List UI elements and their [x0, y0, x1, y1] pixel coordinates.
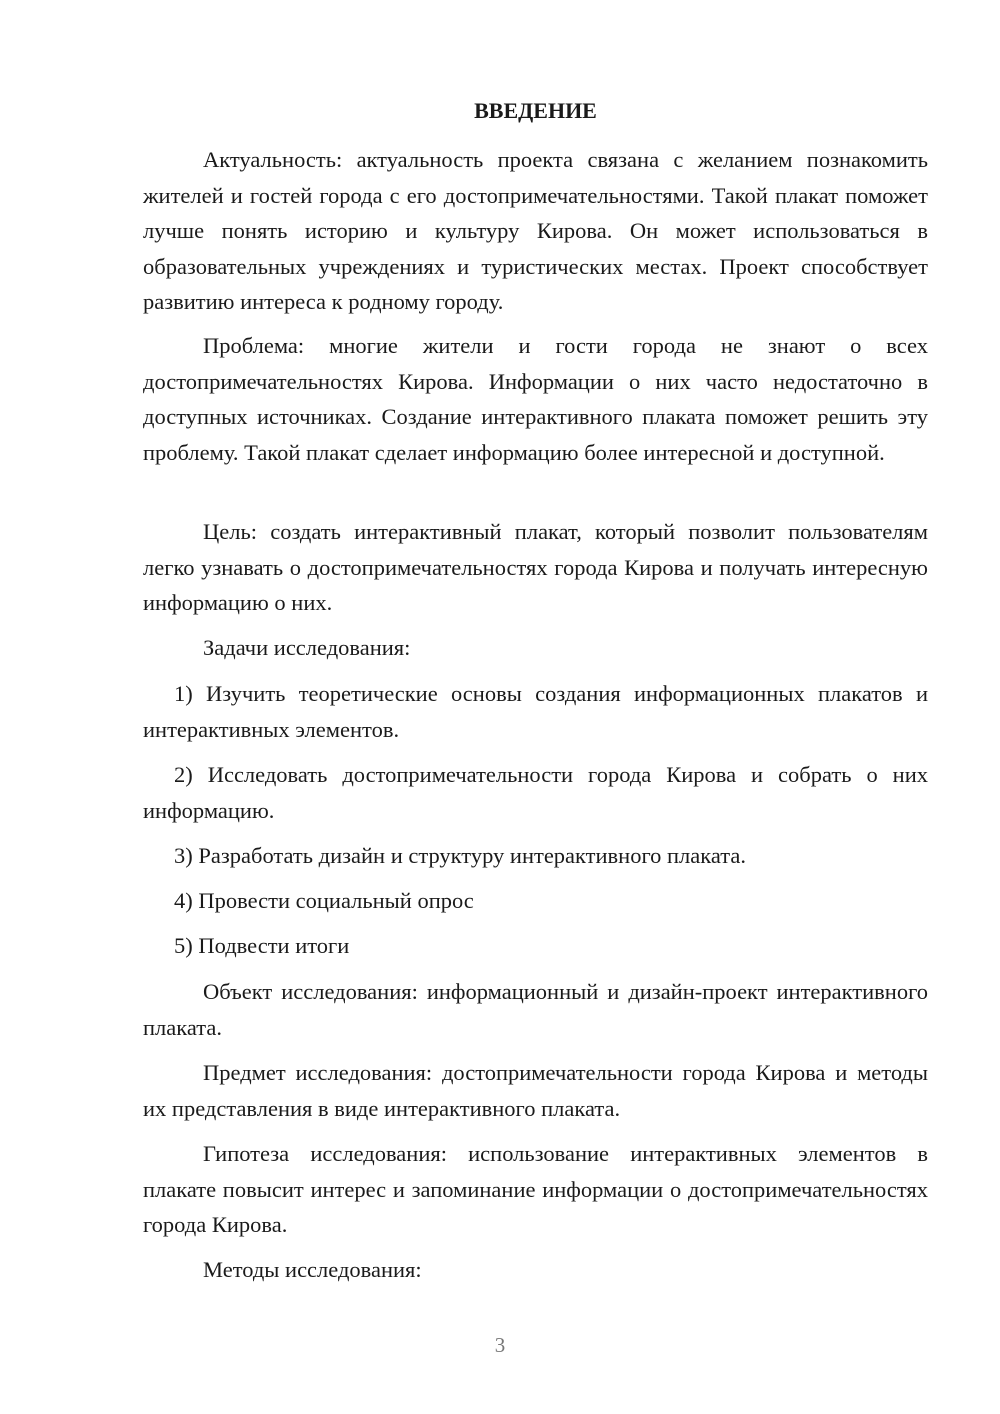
task-item-4: 4) Провести социальный опрос [174, 888, 474, 913]
paragraph-relevance: Актуальность: актуальность проекта связана с желанием познакомить жителей и гостей города с его достопримечательностями. Такой плакат поможет лучше понять историю и культуру Кирова. Он может использоваться в образовательных учреждениях и туристических местах. Проект способствует развитию интереса к родному городу. [143, 147, 928, 314]
task-item-3: 3) Разработать дизайн и структуру интерактивного плаката. [174, 843, 746, 868]
task-item-5: 5) Подвести итоги [174, 933, 350, 958]
paragraph-tasks-heading: Задачи исследования: [203, 635, 411, 660]
paragraph-object: Объект исследования: информационный и дизайн-проект интерактивного плаката. [143, 979, 928, 1040]
section-title: ВВЕДЕНИЕ [474, 98, 597, 123]
paragraph-methods-heading: Методы исследования: [203, 1257, 422, 1282]
paragraph-problem: Проблема: многие жители и гости города не знают о всех достопримечательностях Кирова. Информации о них часто недостаточно в доступных источниках. Создание интерактивного плаката поможет решить эту проблему. Такой плакат сделает информацию более интересной и доступной. [143, 333, 928, 465]
paragraph-subject: Предмет исследования: достопримечательности города Кирова и методы их представления в виде интерактивного плаката. [143, 1060, 928, 1121]
task-item-1: 1) Изучить теоретические основы создания информационных плакатов и интерактивных элементов. [143, 681, 928, 742]
paragraph-hypothesis: Гипотеза исследования: использование интерактивных элементов в плакате повысит интерес и запоминание информации о достопримечательностях города Кирова. [143, 1141, 928, 1237]
page-number: 3 [494, 1333, 506, 1357]
paragraph-goal: Цель: создать интерактивный плакат, который позволит пользователям легко узнавать о достопримечательностях города Кирова и получать интересную информацию о них. [143, 519, 928, 615]
task-item-2: 2) Исследовать достопримечательности города Кирова и собрать о них информацию. [143, 762, 928, 823]
